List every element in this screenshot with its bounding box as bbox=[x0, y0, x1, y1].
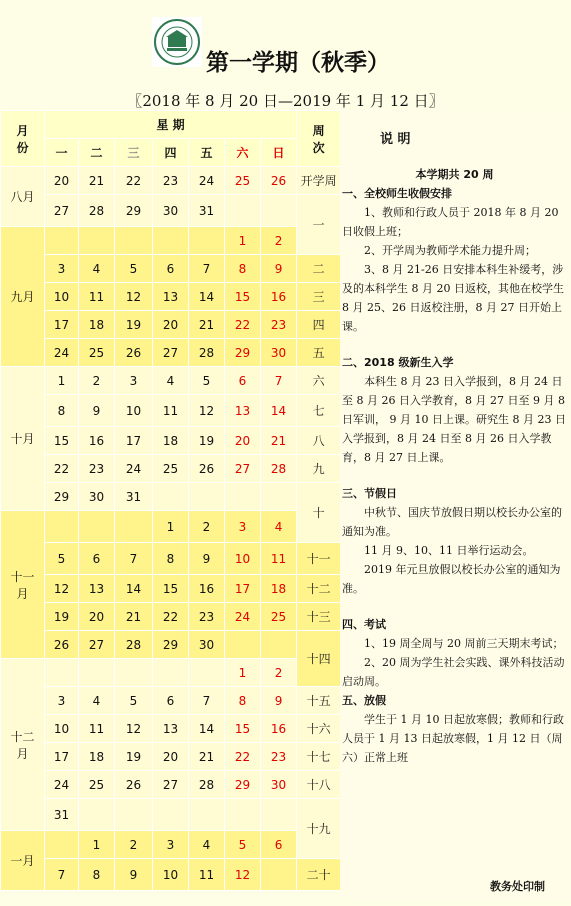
calendar-day: 6 bbox=[261, 831, 297, 859]
calendar-day: 14 bbox=[115, 575, 153, 603]
notes-content bbox=[342, 165, 567, 767]
calendar-day: 25 bbox=[153, 455, 189, 483]
month-label: 十二 月 bbox=[1, 659, 45, 831]
calendar-day: 23 bbox=[153, 167, 189, 195]
calendar-day: 11 bbox=[79, 715, 115, 743]
calendar-day: 3 bbox=[153, 831, 189, 859]
section-3-item: 中秋节、国庆节放假日期以校长办公室的通知为准。 bbox=[342, 506, 562, 538]
section-2-item: 本科生 8 月 23 日入学报到，8 月 24 日至 8 月 26 日入学教育，8 月 27 日至 9 月 8 日军训， 9 月 10 日上课。研究生 8 月 23 日入学报到，8 月 24 日至 8 月 26 日入学教育，8 月 27 日上课。 bbox=[342, 375, 566, 464]
calendar-day bbox=[261, 195, 297, 227]
calendar-day bbox=[261, 483, 297, 511]
month-label: 一月 bbox=[1, 831, 45, 891]
week-number: 二 bbox=[297, 255, 341, 283]
week-number: 七 bbox=[297, 395, 341, 427]
calendar-day: 21 bbox=[79, 167, 115, 195]
weekday-header: 六 bbox=[225, 139, 261, 167]
calendar-day: 8 bbox=[45, 395, 79, 427]
calendar-day: 11 bbox=[261, 543, 297, 575]
month-label: 十一 月 bbox=[1, 511, 45, 659]
calendar-day: 26 bbox=[45, 631, 79, 659]
calendar-day: 30 bbox=[261, 339, 297, 367]
calendar-day bbox=[79, 227, 115, 255]
printer-credit: 教务处印制 bbox=[490, 880, 545, 893]
calendar-day: 20 bbox=[225, 427, 261, 455]
calendar-day: 5 bbox=[115, 255, 153, 283]
week-number: 十八 bbox=[297, 771, 341, 799]
section-1-item: 3、8 月 21-26 日安排本科生补缓考，涉及的本科学生 8 月 20 日返校，其他在校学生 8 月 25、26 日返校注册，8 月 27 日开始上课。 bbox=[342, 263, 564, 333]
calendar-day: 27 bbox=[45, 195, 79, 227]
section-1-item: 2、开学周为教师学术能力提升周； bbox=[364, 244, 536, 257]
month-label: 八月 bbox=[1, 167, 45, 227]
calendar-day: 1 bbox=[225, 659, 261, 687]
calendar-day: 8 bbox=[225, 255, 261, 283]
calendar-day: 1 bbox=[45, 367, 79, 395]
calendar-day bbox=[45, 831, 79, 859]
calendar-day bbox=[153, 659, 189, 687]
calendar-day: 27 bbox=[225, 455, 261, 483]
calendar-day: 28 bbox=[115, 631, 153, 659]
calendar-day: 17 bbox=[45, 743, 79, 771]
calendar-day: 6 bbox=[225, 367, 261, 395]
calendar-day: 24 bbox=[45, 771, 79, 799]
calendar-day: 4 bbox=[79, 687, 115, 715]
calendar-day bbox=[115, 659, 153, 687]
calendar-day: 9 bbox=[115, 859, 153, 891]
calendar-day: 30 bbox=[79, 483, 115, 511]
week-number: 十五 bbox=[297, 687, 341, 715]
calendar-day bbox=[45, 659, 79, 687]
month-column-header: 月 份 bbox=[1, 111, 45, 167]
calendar-day bbox=[225, 483, 261, 511]
calendar-day: 19 bbox=[45, 603, 79, 631]
calendar-day: 29 bbox=[153, 631, 189, 659]
calendar-day: 5 bbox=[45, 543, 79, 575]
calendar-day: 4 bbox=[189, 831, 225, 859]
calendar-day: 2 bbox=[115, 831, 153, 859]
calendar-day: 24 bbox=[45, 339, 79, 367]
calendar-day: 27 bbox=[79, 631, 115, 659]
month-label: 十月 bbox=[1, 367, 45, 511]
week-number: 三 bbox=[297, 283, 341, 311]
calendar-day: 12 bbox=[45, 575, 79, 603]
week-number: 十三 bbox=[297, 603, 341, 631]
calendar-day: 6 bbox=[79, 543, 115, 575]
calendar-day: 14 bbox=[189, 715, 225, 743]
calendar-day: 24 bbox=[189, 167, 225, 195]
calendar-day: 1 bbox=[153, 511, 189, 543]
calendar-day bbox=[261, 631, 297, 659]
calendar-day: 11 bbox=[153, 395, 189, 427]
calendar-day: 30 bbox=[261, 771, 297, 799]
calendar-day bbox=[45, 227, 79, 255]
calendar-day bbox=[45, 511, 79, 543]
calendar-day: 25 bbox=[79, 339, 115, 367]
calendar-day: 25 bbox=[261, 603, 297, 631]
calendar-day: 20 bbox=[79, 603, 115, 631]
calendar-day: 9 bbox=[261, 255, 297, 283]
section-3-item: 2019 年元旦放假以校长办公室的通知为准。 bbox=[342, 563, 561, 595]
calendar-day: 12 bbox=[115, 283, 153, 311]
calendar-day: 2 bbox=[79, 367, 115, 395]
calendar-day: 26 bbox=[115, 339, 153, 367]
calendar-day bbox=[261, 859, 297, 891]
calendar-table bbox=[0, 110, 341, 891]
calendar-day: 4 bbox=[153, 367, 189, 395]
calendar-day: 16 bbox=[79, 427, 115, 455]
calendar-day: 21 bbox=[115, 603, 153, 631]
calendar-day: 11 bbox=[79, 283, 115, 311]
weekday-header: 三 bbox=[115, 139, 153, 167]
section-4-title: 四、考试 bbox=[342, 618, 386, 631]
calendar-day: 14 bbox=[261, 395, 297, 427]
calendar-day: 23 bbox=[261, 743, 297, 771]
calendar-day: 10 bbox=[45, 283, 79, 311]
calendar-day bbox=[79, 799, 115, 831]
weekday-header: 日 bbox=[261, 139, 297, 167]
calendar-day: 20 bbox=[153, 311, 189, 339]
calendar-day: 10 bbox=[225, 543, 261, 575]
calendar-day: 5 bbox=[189, 367, 225, 395]
calendar-day: 24 bbox=[225, 603, 261, 631]
calendar-day: 15 bbox=[45, 427, 79, 455]
calendar-day: 4 bbox=[79, 255, 115, 283]
calendar-day bbox=[189, 483, 225, 511]
section-1-title: 一、全校师生收假安排 bbox=[342, 187, 452, 200]
calendar-day: 14 bbox=[189, 283, 225, 311]
weekday-header: 一 bbox=[45, 139, 79, 167]
calendar-day: 25 bbox=[225, 167, 261, 195]
section-5-item: 学生于 1 月 10 日起放寒假；教师和行政人员于 1 月 13 日起放寒假，1 月 12 日（周六）正常上班 bbox=[342, 713, 564, 764]
calendar-day: 3 bbox=[45, 687, 79, 715]
calendar-day: 15 bbox=[153, 575, 189, 603]
calendar-day: 30 bbox=[189, 631, 225, 659]
calendar-day: 7 bbox=[189, 687, 225, 715]
calendar-day: 27 bbox=[153, 339, 189, 367]
calendar-day: 22 bbox=[115, 167, 153, 195]
calendar-day: 22 bbox=[153, 603, 189, 631]
calendar-day: 9 bbox=[79, 395, 115, 427]
calendar-day: 30 bbox=[153, 195, 189, 227]
calendar-day bbox=[189, 659, 225, 687]
calendar-day: 26 bbox=[115, 771, 153, 799]
calendar-day bbox=[115, 511, 153, 543]
calendar-day: 29 bbox=[225, 339, 261, 367]
calendar-day: 17 bbox=[45, 311, 79, 339]
weekday-header: 二 bbox=[79, 139, 115, 167]
month-label: 九月 bbox=[1, 227, 45, 367]
calendar-day: 3 bbox=[115, 367, 153, 395]
calendar-day bbox=[115, 227, 153, 255]
week-number: 开学周 bbox=[297, 167, 341, 195]
calendar-day: 13 bbox=[153, 715, 189, 743]
calendar-day: 8 bbox=[79, 859, 115, 891]
calendar-day: 18 bbox=[79, 743, 115, 771]
calendar-day: 25 bbox=[79, 771, 115, 799]
calendar-day: 1 bbox=[79, 831, 115, 859]
calendar-day: 15 bbox=[225, 715, 261, 743]
calendar-day bbox=[189, 799, 225, 831]
week-column-header: 周 次 bbox=[297, 111, 341, 167]
calendar-day: 7 bbox=[261, 367, 297, 395]
calendar-day: 13 bbox=[225, 395, 261, 427]
week-number: 十二 bbox=[297, 575, 341, 603]
calendar-day: 26 bbox=[189, 455, 225, 483]
calendar-day: 18 bbox=[153, 427, 189, 455]
calendar-day: 2 bbox=[261, 659, 297, 687]
calendar-day: 27 bbox=[153, 771, 189, 799]
calendar-day: 16 bbox=[261, 715, 297, 743]
calendar-day: 20 bbox=[153, 743, 189, 771]
calendar-day: 6 bbox=[153, 687, 189, 715]
calendar-day: 29 bbox=[225, 771, 261, 799]
calendar-day: 12 bbox=[225, 859, 261, 891]
calendar-day: 15 bbox=[225, 283, 261, 311]
calendar-day: 31 bbox=[45, 799, 79, 831]
university-logo bbox=[152, 17, 202, 67]
total-weeks: 本学期共 20 周 bbox=[415, 168, 494, 181]
week-number: 六 bbox=[297, 367, 341, 395]
week-number: 十六 bbox=[297, 715, 341, 743]
calendar-day: 9 bbox=[261, 687, 297, 715]
date-range: 〖2018 年 8 月 20 日—2019 年 1 月 12 日〗 bbox=[127, 92, 444, 110]
calendar-day: 5 bbox=[225, 831, 261, 859]
calendar-day: 28 bbox=[79, 195, 115, 227]
calendar-day: 29 bbox=[115, 195, 153, 227]
calendar-day bbox=[115, 799, 153, 831]
calendar-day: 26 bbox=[261, 167, 297, 195]
calendar-day bbox=[261, 799, 297, 831]
calendar-day: 19 bbox=[189, 427, 225, 455]
calendar-day bbox=[225, 631, 261, 659]
week-number: 十四 bbox=[297, 631, 341, 687]
calendar-day: 23 bbox=[79, 455, 115, 483]
calendar-day: 22 bbox=[45, 455, 79, 483]
calendar-day: 13 bbox=[79, 575, 115, 603]
calendar-day: 10 bbox=[153, 859, 189, 891]
week-number: 九 bbox=[297, 455, 341, 483]
calendar-day: 1 bbox=[225, 227, 261, 255]
calendar-day: 29 bbox=[45, 483, 79, 511]
calendar-day: 31 bbox=[115, 483, 153, 511]
calendar-day: 23 bbox=[189, 603, 225, 631]
calendar-day: 19 bbox=[115, 311, 153, 339]
calendar-day: 24 bbox=[115, 455, 153, 483]
week-number: 二十 bbox=[297, 859, 341, 891]
calendar-day: 28 bbox=[189, 339, 225, 367]
page-title: 第一学期（秋季） bbox=[206, 50, 390, 76]
calendar-day: 6 bbox=[153, 255, 189, 283]
calendar-day bbox=[153, 799, 189, 831]
calendar-day: 19 bbox=[115, 743, 153, 771]
calendar-day: 7 bbox=[45, 859, 79, 891]
calendar-day bbox=[79, 511, 115, 543]
notes-header: 说 明 bbox=[380, 132, 411, 147]
calendar-day bbox=[153, 483, 189, 511]
calendar-day: 17 bbox=[115, 427, 153, 455]
calendar-day: 3 bbox=[225, 511, 261, 543]
week-number: 十九 bbox=[297, 799, 341, 859]
calendar-day: 13 bbox=[153, 283, 189, 311]
calendar-day bbox=[225, 799, 261, 831]
calendar-day: 18 bbox=[261, 575, 297, 603]
calendar-day: 8 bbox=[225, 687, 261, 715]
calendar-day: 10 bbox=[115, 395, 153, 427]
weekdays-title: 星 期 bbox=[45, 111, 297, 139]
calendar-day: 5 bbox=[115, 687, 153, 715]
calendar-day: 20 bbox=[45, 167, 79, 195]
calendar-day: 7 bbox=[189, 255, 225, 283]
week-number: 十七 bbox=[297, 743, 341, 771]
calendar-day: 12 bbox=[189, 395, 225, 427]
calendar-day: 18 bbox=[79, 311, 115, 339]
calendar-day: 11 bbox=[189, 859, 225, 891]
calendar-day: 16 bbox=[189, 575, 225, 603]
section-2-title: 二、2018 级新生入学 bbox=[342, 356, 454, 369]
calendar-day: 9 bbox=[189, 543, 225, 575]
calendar-day: 28 bbox=[189, 771, 225, 799]
weekday-header: 五 bbox=[189, 139, 225, 167]
week-number: 五 bbox=[297, 339, 341, 367]
calendar-day: 10 bbox=[45, 715, 79, 743]
section-1-item: 1、教师和行政人员于 2018 年 8 月 20 日收假上班； bbox=[342, 206, 559, 238]
calendar-day: 23 bbox=[261, 311, 297, 339]
calendar-day: 2 bbox=[189, 511, 225, 543]
calendar-day: 31 bbox=[189, 195, 225, 227]
calendar-day: 21 bbox=[189, 743, 225, 771]
calendar-day: 4 bbox=[261, 511, 297, 543]
calendar-day: 21 bbox=[189, 311, 225, 339]
calendar-day: 16 bbox=[261, 283, 297, 311]
calendar-day: 2 bbox=[261, 227, 297, 255]
weekday-header: 四 bbox=[153, 139, 189, 167]
section-5-title: 五、放假 bbox=[342, 694, 386, 707]
section-3-title: 三、节假日 bbox=[342, 487, 397, 500]
week-number: 十一 bbox=[297, 543, 341, 575]
section-3-item: 11 月 9、10、11 日举行运动会。 bbox=[364, 544, 534, 557]
calendar-day: 7 bbox=[115, 543, 153, 575]
week-number: 十 bbox=[297, 483, 341, 543]
calendar-day: 12 bbox=[115, 715, 153, 743]
section-4-item: 2、20 周为学生社会实践、课外科技活动启动周。 bbox=[342, 656, 565, 688]
calendar-day: 22 bbox=[225, 743, 261, 771]
calendar-day: 8 bbox=[153, 543, 189, 575]
calendar-day: 22 bbox=[225, 311, 261, 339]
week-number: 一 bbox=[297, 195, 341, 255]
calendar-day: 21 bbox=[261, 427, 297, 455]
calendar-day bbox=[189, 227, 225, 255]
calendar-day: 3 bbox=[45, 255, 79, 283]
calendar-day: 17 bbox=[225, 575, 261, 603]
calendar-day bbox=[153, 227, 189, 255]
week-number: 八 bbox=[297, 427, 341, 455]
calendar-day: 28 bbox=[261, 455, 297, 483]
calendar-day bbox=[225, 195, 261, 227]
calendar-day bbox=[79, 659, 115, 687]
week-number: 四 bbox=[297, 311, 341, 339]
section-4-item: 1、19 周全周与 20 周前三天期末考试； bbox=[364, 637, 564, 650]
